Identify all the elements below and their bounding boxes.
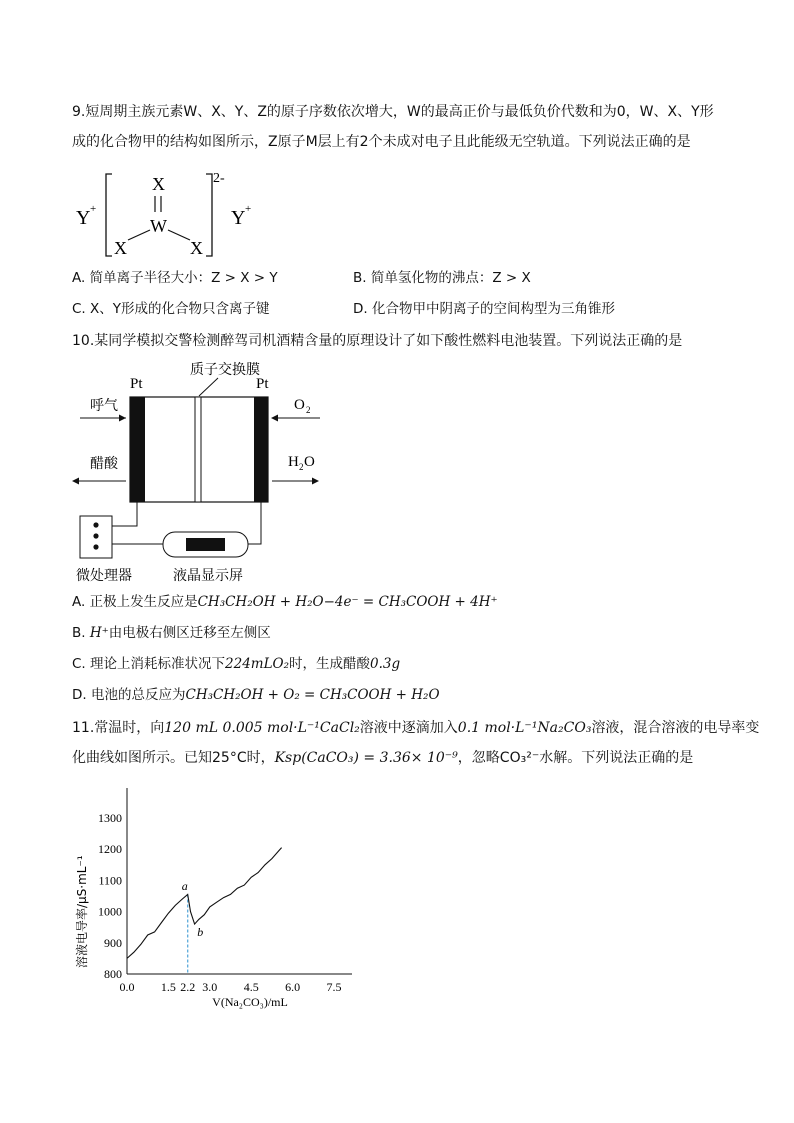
- annotation-b: b: [197, 925, 204, 940]
- lcd-screen: [186, 538, 225, 551]
- mp-dot-2: [93, 533, 98, 538]
- breath-arrowhead: [119, 415, 126, 422]
- wire-right: [248, 502, 261, 544]
- q11-s2c: ，忽略CO₃²⁻水解。下列说法正确的是: [457, 750, 694, 766]
- q10-option-c-prefix: C. 理论上消耗标准状况下: [72, 656, 226, 672]
- q10-option-d-prefix: D. 电池的总反应为: [72, 687, 186, 703]
- y-tick-label: 1000: [98, 904, 122, 919]
- h2o-arrowhead: [312, 478, 319, 485]
- q10-option-c-volume: 224mLO₂: [225, 656, 290, 672]
- lcd-label: 液晶显示屏: [173, 568, 243, 584]
- q11-conductivity-chart: [72, 778, 362, 1018]
- membrane-label: 质子交换膜: [190, 362, 260, 378]
- q11-s1a: 11.常温时，向: [72, 720, 165, 736]
- annotation-a: a: [181, 879, 188, 893]
- q11-s2b: Ksp(CaCO₃) = 3.36× 10⁻⁹: [274, 750, 458, 766]
- q9-option-a[interactable]: A. 简单离子半径大小：Z > X > Y: [72, 270, 278, 286]
- x-top: X: [152, 174, 165, 194]
- x-left: X: [114, 238, 127, 258]
- pt-right-label: Pt: [256, 376, 269, 392]
- q9-option-b[interactable]: B. 简单氢化物的沸点：Z > X: [353, 270, 531, 286]
- y-tick-label: 800: [104, 967, 122, 981]
- x-axis-label: V(Na₂CO₃)/mL: [212, 995, 288, 1009]
- q10-stem: 10.某同学模拟交警检测醉驾司机酒精含量的原理设计了如下酸性燃料电池装置。下列说法正确的是: [72, 333, 683, 349]
- x-tick-label: 3.0: [202, 980, 218, 994]
- q10-option-b-letter: B.: [72, 625, 90, 641]
- bracket-right: [206, 174, 212, 256]
- electrode-right: [254, 397, 268, 502]
- membrane: [195, 397, 201, 502]
- q9-option-c[interactable]: C. X、Y形成的化合物只含离子键: [72, 301, 270, 317]
- q10-option-c[interactable]: [72, 654, 400, 674]
- microprocessor-label: 微处理器: [76, 568, 132, 584]
- plus-right: +: [245, 203, 252, 215]
- mp-dot-1: [93, 522, 98, 527]
- q11-stem-line2: [72, 748, 693, 768]
- q10-option-d-equation: CH₃CH₂OH + O₂ = CH₃COOH + H₂O: [185, 687, 440, 703]
- q10-option-c-mid: 时，生成醋酸: [289, 656, 371, 672]
- q9-structure-diagram: [72, 166, 272, 264]
- y-tick-label: 1300: [98, 811, 122, 825]
- breath-label: 呼气: [90, 398, 118, 414]
- x-tick-label: 0.0: [119, 980, 135, 994]
- q11-s1d: 0.1 mol·L⁻¹Na₂CO₃: [457, 720, 592, 736]
- plus-left: +: [90, 203, 97, 215]
- acetic-label: 醋酸: [90, 456, 118, 472]
- q9-stem-line2: 成的化合物甲的结构如图所示，Z原子M层上有2个未成对电子且此能级无空轨道。下列说法正确的是: [72, 134, 691, 150]
- q11-s1b: 120 mL 0.005 mol·L⁻¹CaCl₂: [164, 720, 360, 736]
- x-tick-label: 2.2: [180, 980, 196, 994]
- y-tick-label: 1100: [98, 873, 122, 888]
- q11-stem-line1: [72, 718, 759, 738]
- y-left: Y: [76, 207, 91, 229]
- q10-option-c-mass: 0.3g: [370, 656, 401, 672]
- mp-dot-3: [93, 544, 98, 549]
- q11-s1e: 溶液，混合溶液的电导率变: [591, 720, 760, 736]
- bond-left: [128, 230, 150, 240]
- h2o-sub: 2: [299, 462, 304, 472]
- electrode-left: [130, 397, 145, 502]
- y-tick-label: 900: [104, 935, 122, 950]
- x-tick-label: 7.5: [326, 980, 342, 994]
- x-tick-label: 4.5: [243, 980, 259, 994]
- bond-right: [168, 230, 190, 240]
- q10-option-d[interactable]: [72, 685, 440, 705]
- q11-s2a: 化曲线如图所示。已知25°C时，: [72, 750, 275, 766]
- x-right: X: [190, 238, 203, 258]
- x-tick-label: 6.0: [285, 980, 301, 994]
- q10-option-b[interactable]: [72, 623, 271, 643]
- x-tick-label: 1.5: [160, 980, 176, 994]
- h2o-o: O: [304, 454, 315, 470]
- y-right: Y: [231, 207, 246, 229]
- q10-option-a-equation: CH₃CH₂OH + H₂O−4e⁻ = CH₃COOH + 4H⁺: [197, 594, 498, 610]
- q10-fuel-cell-diagram: [68, 356, 338, 588]
- y-tick-label: 1200: [98, 842, 122, 857]
- w-atom: W: [150, 216, 167, 236]
- q9-option-d[interactable]: D. 化合物甲中阴离子的空间构型为三角锥形: [353, 301, 615, 317]
- q10-option-a-prefix: A. 正极上发生反应是: [72, 594, 198, 610]
- pt-left-label: Pt: [130, 376, 143, 392]
- h2o-h: H: [288, 454, 299, 470]
- membrane-pointer: [199, 378, 218, 396]
- o2-arrowhead: [271, 415, 278, 422]
- q11-s1c: 溶液中逐滴加入: [359, 720, 458, 736]
- q10-option-b-text: 由电极右侧区迁移至左侧区: [108, 625, 271, 641]
- wire-left: [112, 502, 137, 526]
- y-axis-label: 溶液电导率/μS·mL⁻¹: [75, 855, 89, 968]
- q10-option-a[interactable]: [72, 592, 498, 612]
- charge: 2-: [213, 171, 225, 186]
- q9-stem-line1: 9.短周期主族元素W、X、Y、Z的原子序数依次增大，W的最高正价与最低负价代数和为0，W、X、Y形: [72, 104, 714, 120]
- q10-option-b-ion: H⁺: [89, 625, 109, 641]
- o2-sub: 2: [306, 405, 311, 415]
- acetic-arrowhead: [72, 478, 79, 485]
- o2-label: O: [294, 397, 305, 413]
- bracket-left: [106, 174, 112, 256]
- conductivity-curve: [127, 848, 282, 959]
